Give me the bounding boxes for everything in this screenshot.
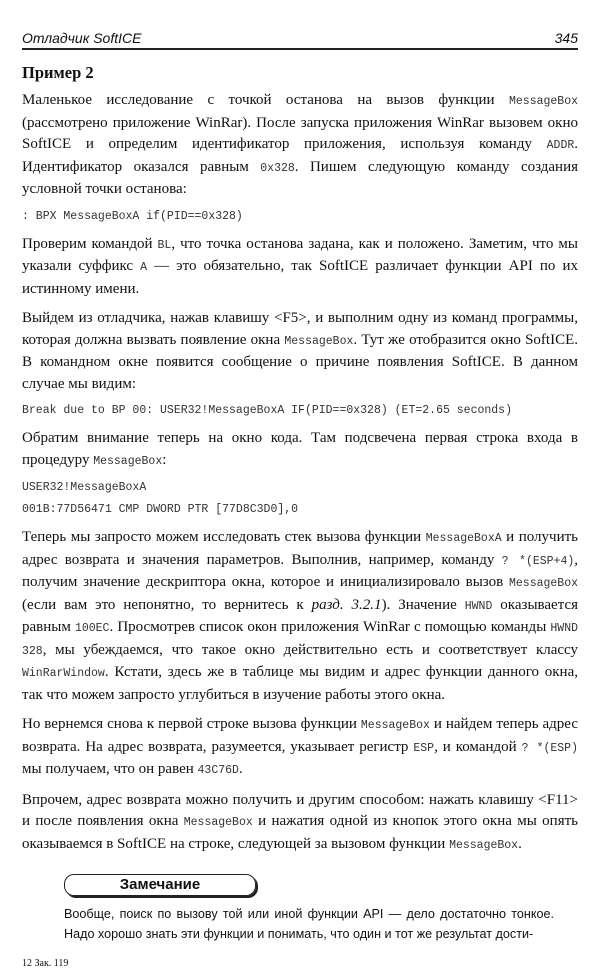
text-run: Маленькое исследование с точкой останова на вызов функции <box>22 92 509 108</box>
inline-code: ? *(ESP) <box>521 741 578 755</box>
inline-code: 43C76D <box>197 764 239 777</box>
text-run: Проверим командой <box>22 235 158 252</box>
code-line: USER32!MessageBoxA <box>22 481 147 494</box>
inline-code: MessageBox <box>449 838 519 852</box>
text-run: , получим значение дескриптора окна, которое и инициализировало вызов <box>22 551 579 590</box>
inline-code: MessageBox <box>508 577 578 590</box>
inline-code: WinRarWindow <box>22 667 105 680</box>
section-heading: Пример 2 <box>22 63 94 82</box>
inline-code: MessageBox <box>360 719 430 732</box>
paragraph <box>22 428 578 472</box>
inline-code: MessageBox <box>93 454 163 468</box>
inline-code: MessageBox <box>183 816 253 829</box>
note-text: Вообще, поиск по вызову той или иной функции API — дело достаточно тонкое. Надо хорошо знать эти функции и понимать, что один и тот же результат дости- <box>64 907 554 941</box>
text-run: и нажатия одной из кнопок этого окна мы опять оказываемся в SoftICE на строке, следующей за вызовом функции <box>22 813 579 852</box>
inline-code: ESP <box>413 741 435 755</box>
inline-code: 100EC <box>74 622 110 635</box>
inline-code: MessageBoxA <box>425 532 502 545</box>
note-callout <box>64 874 554 944</box>
text-run: . Идентификатор оказался равным <box>22 136 578 175</box>
note-label: Замечание <box>64 874 256 896</box>
text-run: Обратим внимание теперь на окно кода. Там подсвечена первая строка входа в процедуру <box>22 430 578 468</box>
inline-code: HWND <box>464 599 493 613</box>
text-run: (если вам это непонятно, то вернитесь к <box>22 596 312 613</box>
inline-code: A <box>140 261 148 274</box>
inline-code: ADDR <box>546 139 575 152</box>
paragraph <box>22 714 578 782</box>
text-run: Теперь мы запросто можем исследовать стек вызова функции <box>22 529 426 545</box>
paragraph <box>22 90 578 201</box>
running-header <box>22 28 578 50</box>
text-run: и получить адрес возврата и значения параметров. Выполнив, например, команду <box>22 529 579 568</box>
inline-code: HWND 328 <box>22 622 578 658</box>
text-run: . Тут же отобразится окно SoftICE. В командном окне появится сообщение о причине появления SoftICE. В данном случае мы видим: <box>22 331 578 392</box>
text-run: мы получаем, что он равен <box>22 761 198 777</box>
text-run: оказывается равным <box>22 596 579 635</box>
text-run: ). Значение <box>381 596 465 613</box>
section-reference: разд. 3.2.1 <box>311 596 382 613</box>
text-run: и найдем теперь адрес возврата. На адрес возврата, разумеется, указывает регистр <box>22 716 578 755</box>
inline-code: ? *(ESP+4) <box>501 554 575 568</box>
text-run: Но вернемся снова к первой строке вызова функции <box>22 716 361 732</box>
text-run: Выйдем из отладчика, нажав клавишу <F5>, и выполним одну из команд программы, которая должна вызвать появление окна <box>22 310 578 348</box>
paragraph <box>22 790 578 857</box>
paragraph <box>22 527 578 706</box>
text-run: . <box>518 835 522 852</box>
code-line: : BPX MessageBoxA if(PID==0x328) <box>22 209 243 223</box>
text-run: . <box>238 761 243 777</box>
text-run: , мы убеждаемся, что такое окно действительно есть и соответствует классу <box>42 641 578 658</box>
text-run: (рассмотрено приложение WinRar). После запуска приложения WinRar вызовем окно SoftICE и определим идентификатор приложения, используя команду <box>22 114 578 152</box>
inline-code: 0x328 <box>260 161 295 175</box>
text-run: , что точка останова задана, как и положено. Заметим, что мы указали суффикс <box>22 235 578 274</box>
page-number: 345 <box>554 30 578 46</box>
text-run: — это обязательно, так SoftICE различает функции API по их истинному имени. <box>22 258 579 297</box>
inline-code: MessageBox <box>284 334 354 348</box>
inline-code: MessageBox <box>508 95 578 108</box>
paragraph <box>22 234 578 301</box>
text-run: Впрочем, адрес возврата можно получить и другим способом: нажать клавишу <F11> и после появления окна <box>22 791 578 829</box>
inline-code: BL <box>157 238 172 252</box>
text-run: , и командой <box>434 738 522 755</box>
code-line: 001B:77D56471 CMP DWORD PTR [77D8C3D0],0 <box>22 503 299 516</box>
printer-signature: 12 Зак. 119 <box>22 958 69 969</box>
text-run: : <box>162 451 167 468</box>
page-body <box>22 62 578 856</box>
code-line: Break due to BP 00: USER32!MessageBoxA IF(PID==0x328) (ET=2.65 seconds) <box>22 404 512 417</box>
paragraph <box>22 308 578 395</box>
text-run: . Просмотрев список окон приложения WinRar с помощью команды <box>109 619 551 635</box>
text-run: . Кстати, здесь же в таблице мы видим и адрес функции данного окна, так что можем запросто углубиться в изучение работы этого окна. <box>22 664 578 703</box>
chapter-title: Отладчик SoftICE <box>22 30 142 46</box>
text-run: . Пишем следующую команду создания условной точки останова: <box>22 158 578 197</box>
